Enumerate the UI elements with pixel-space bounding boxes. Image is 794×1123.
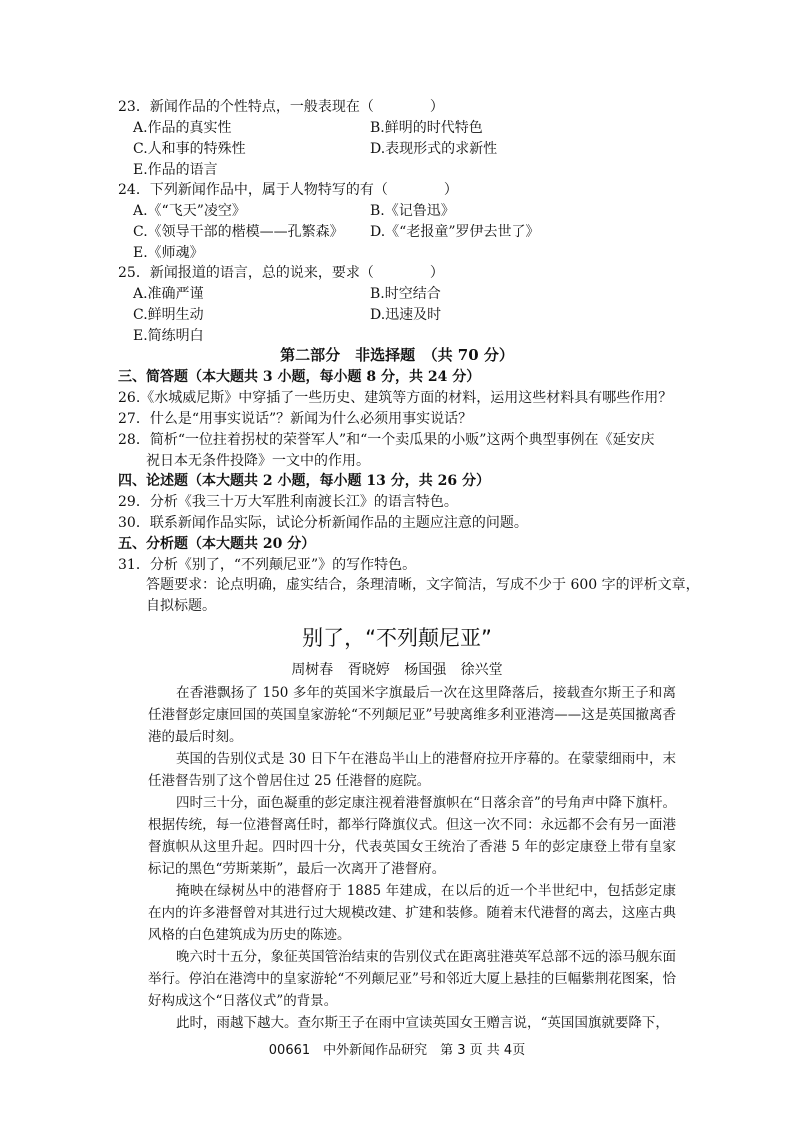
question-28-line1: 28．简析“一位拄着拐杖的荣誉军人”和“一个卖瓜果的小贩”这两个典型事例在《延安庆 (118, 432, 655, 448)
question-26: 26.《水城威尼斯》中穿插了一些历史、建筑等方面的材料，运用这些材料具有哪些作用？ (118, 390, 673, 406)
q23-option-d: D.表现形式的求新性 (370, 141, 498, 157)
section-five-heading: 五、分析题（本大题共 20 分） (118, 536, 316, 552)
part-two-title: 第二部分 非选择题 （共 70 分） (280, 346, 514, 364)
q23-option-a: A.作品的真实性 (133, 120, 232, 136)
page-footer: 00661 中外新闻作品研究 第 3 页 共 4页 (268, 1043, 526, 1058)
q23-option-e: E.作品的语言 (133, 162, 218, 178)
article-title: 别了，“不列颠尼亚” (302, 626, 492, 650)
article-body (148, 682, 676, 1034)
q24-option-c: C.《领导干部的楷模——孔繁森》 (133, 224, 344, 240)
q23-option-b: B.鲜明的时代特色 (370, 120, 483, 136)
q24-option-a: A.《“飞天”凌空》 (133, 203, 246, 219)
q25-option-d: D.迅速及时 (370, 307, 442, 323)
section-four-heading: 四、论述题（本大题共 2 小题，每小题 13 分，共 26 分） (118, 473, 490, 489)
article-paragraph: 英国的告别仪式是 30 日下午在港岛半山上的港督府拉开序幕的。在蒙蒙细雨中，末任港督告别了这个曾居住过 25 任港督的庭院。 (148, 751, 676, 789)
q25-stem: 25．新闻报道的语言，总的说来，要求（ ） (118, 265, 444, 281)
question-31: 31．分析《别了，“不列颠尼亚”》的写作特色。 (118, 557, 417, 573)
article-paragraph: 掩映在绿树丛中的港督府于 1885 年建成，在以后的近一个半世纪中，包括彭定康在内的许多港督曾对其进行过大规模改建、扩建和装修。随着末代港督的离去，这座古典风格的白色建筑成为历史的陈迹。 (148, 883, 676, 943)
question-29: 29．分析《我三十万大军胜利南渡长江》的语言特色。 (118, 494, 458, 510)
answer-requirement-line1: 答题要求：论点明确，虚实结合，条理清晰，文字简洁，写成不少于 600 字的评析文章， (146, 577, 700, 593)
q24-option-d: D.《“老报童”罗伊去世了》 (370, 224, 540, 240)
q25-option-b: B.时空结合 (370, 286, 441, 302)
q24-option-b: B.《记鲁迅》 (370, 203, 455, 219)
question-30: 30．联系新闻作品实际，试论分析新闻作品的主题应注意的问题。 (118, 515, 528, 531)
section-three-heading: 三、简答题（本大题共 3 小题，每小题 8 分，共 24 分） (118, 369, 481, 385)
q24-stem: 24．下列新闻作品中，属于人物特写的有（ ） (118, 182, 458, 198)
article-paragraph: 在香港飘扬了 150 多年的英国米字旗最后一次在这里降落后，接载查尔斯王子和离任港督彭定康回国的英国皇家游轮“不列颠尼亚”号驶离维多利亚港湾——这是英国撤离香港的最后时刻。 (148, 685, 676, 745)
q24-option-e: E.《师魂》 (133, 245, 204, 261)
q23-option-c: C.人和事的特殊性 (133, 141, 246, 157)
article-paragraph: 晚六时十五分，象征英国管治结束的告别仪式在距离驻港英军总部不远的添马舰东面举行。停泊在港湾中的皇家游轮“不列颠尼亚”号和邻近大厦上悬挂的巨幅紫荆花图案，恰好构成这个“日落仪式”的背景。 (148, 949, 676, 1009)
question-27: 27．什么是“用事实说话”？新闻为什么必须用事实说话？ (118, 411, 473, 427)
article-paragraph: 四时三十分，面色凝重的彭定康注视着港督旗帜在“日落余音”的号角声中降下旗杆。根据传统，每一位港督离任时，都举行降旗仪式。但这一次不同：永远都不会有另一面港督旗帜从这里升起。四时四十分，代表英国女王统治了香港 5 年的彭定康登上带有皇家标记的黑色“劳斯莱斯”，最后一次离开了港督府。 (148, 795, 676, 877)
q25-option-c: C.鲜明生动 (133, 307, 204, 323)
q25-option-e: E.简练明白 (133, 328, 204, 344)
article-paragraph: 此时，雨越下越大。查尔斯王子在雨中宣读英国女王赠言说，“英国国旗就要降下， (176, 1015, 669, 1031)
q25-option-a: A.准确严谨 (133, 286, 204, 302)
article-authors: 周树春 胥晓婷 杨国强 徐兴堂 (291, 662, 503, 678)
q23-stem: 23．新闻作品的个性特点，一般表现在（ ） (118, 99, 444, 115)
answer-requirement-line2: 自拟标题。 (146, 598, 216, 614)
question-28-line2: 祝日本无条件投降》一文中的作用。 (146, 453, 370, 469)
